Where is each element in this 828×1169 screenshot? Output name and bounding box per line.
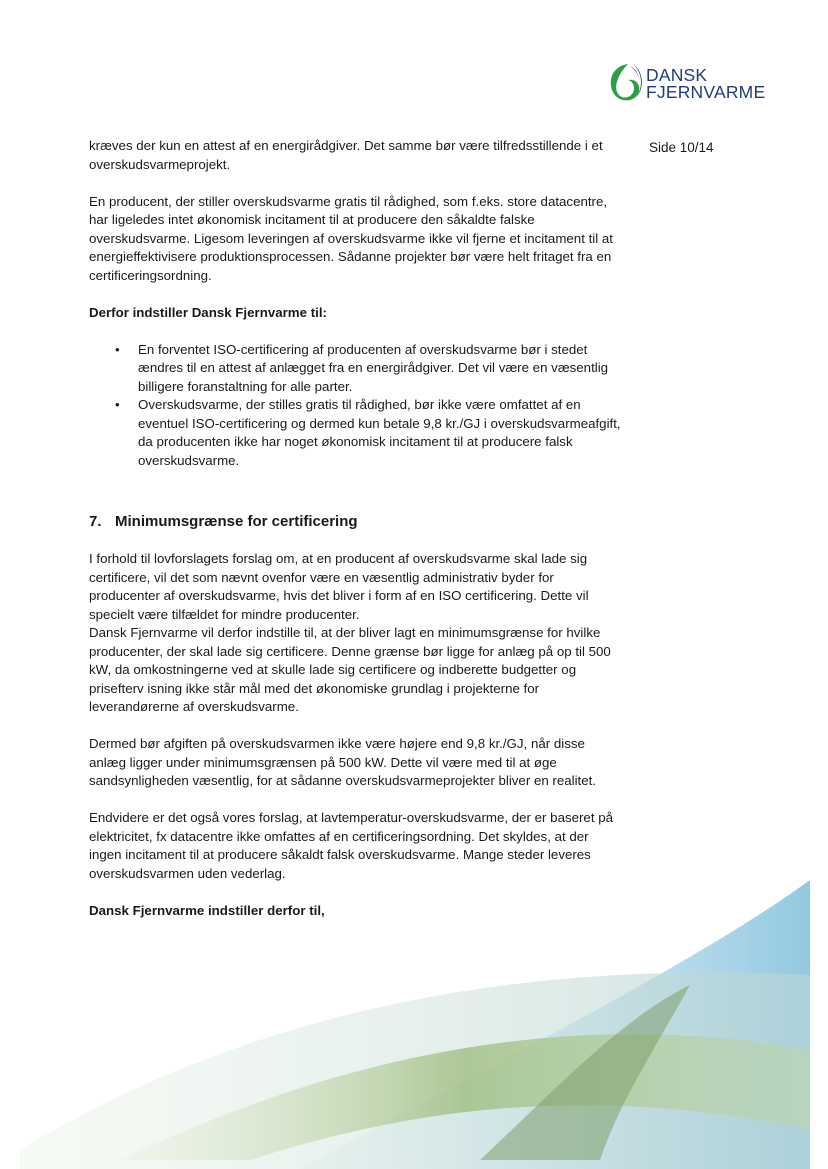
document-body bbox=[89, 137, 624, 920]
logo-text bbox=[646, 67, 765, 101]
recommendation-heading-1: Derfor indstiller Dansk Fjernvarme til: bbox=[89, 304, 327, 320]
list-item bbox=[89, 341, 624, 397]
list-item-text: En forventet ISO-certificering af producenten af overskudsvarme bør i stedet ændres til en attest af anlægget fra en energirådgiver. Det vil være en væsentlig billigere foranstaltning for alle parter. bbox=[138, 341, 609, 394]
logo-line1: DANSK bbox=[646, 65, 708, 85]
section-title: Minimumsgrænse for certificering bbox=[115, 513, 358, 530]
section-heading bbox=[89, 513, 624, 532]
logo-swirl-icon bbox=[606, 60, 644, 106]
page-number: Side 10/14 bbox=[649, 140, 714, 155]
paragraph-5: Dansk Fjernvarme vil derfor indstille til, at der bliver lagt en minimumsgrænse for hvilke producenter, der skal lade sig certificere. Denne grænse bør ligge for anlæg på op til 500 kW, da omkostningerne ved at skulle lade sig certificere og indberette budgetter og prisefterv isning ikke står mål med det økonomiske grundlag i projekterne for leverandørerne af overskudsvarme. bbox=[89, 625, 611, 714]
paragraph-4: I forhold til lovforslagets forslag om, at en producent af overskudsvarme skal lade sig certificere, vil det som nævnt ovenfor være en væsentlig administrativ byder for producenter af overskudsvarme, hvis det bliver i form af en ISO certificering. Dette vil specielt være tilfældet for mindre producenter. bbox=[89, 551, 589, 622]
list-item-text: Overskudsvarme, der stilles gratis til rådighed, bør ikke være omfattet af en eventuel ISO-certificering og dermed kun betale 9,8 kr./GJ i overskudsvarmeafgift, da producenten ikke har noget økonomisk incitament til at producere falsk overskudsvarme. bbox=[138, 397, 621, 468]
dansk-fjernvarme-logo bbox=[606, 60, 776, 110]
recommendation-heading-2: Dansk Fjernvarme indstiller derfor til, bbox=[89, 902, 325, 918]
bullet-icon: • bbox=[115, 341, 120, 357]
list-item bbox=[89, 396, 624, 470]
paragraph-2: En producent, der stiller overskudsvarme gratis til rådighed, som f.eks. store datacentre, har ligeledes intet økonomisk incitament til at producere den såkaldte falske overskudsvarme. Ligesom leveringen af overskudsvarme ikke vil fjerne et incitament til at energieffektivisere produktionsprocessen. Sådanne projekter bør være helt fritaget fra en certificeringsordning. bbox=[89, 193, 613, 283]
paragraph-7: Endvidere er det også vores forslag, at lavtemperatur-overskudsvarme, der er baseret på elektricitet, fx datacentre ikke omfattes af en certificeringsordning. Det skyldes, at der ingen incitament til at producere såkaldt falsk overskudsvarme. Mange steder leveres overskudsvarmen uden vederlag. bbox=[89, 810, 614, 881]
logo-line2: FJERNVARME bbox=[646, 82, 766, 102]
paragraph-1: kræves der kun en attest af en energirådgiver. Det samme bør være tilfredsstillende i et overskudsvarmeprojekt. bbox=[89, 138, 603, 172]
section-number: 7. bbox=[89, 513, 102, 530]
paragraph-6: Dermed bør afgiften på overskudsvarmen ikke være højere end 9,8 kr./GJ, når disse anlæg ligger under minimumsgrænsen på 500 kW. Dette vil være med til at øge sandsynligheden væsentlig, for at sådanne overskudsvarmeprojekter bliver en realitet. bbox=[89, 736, 597, 788]
recommendation-list bbox=[89, 341, 624, 471]
bullet-icon: • bbox=[115, 397, 120, 412]
